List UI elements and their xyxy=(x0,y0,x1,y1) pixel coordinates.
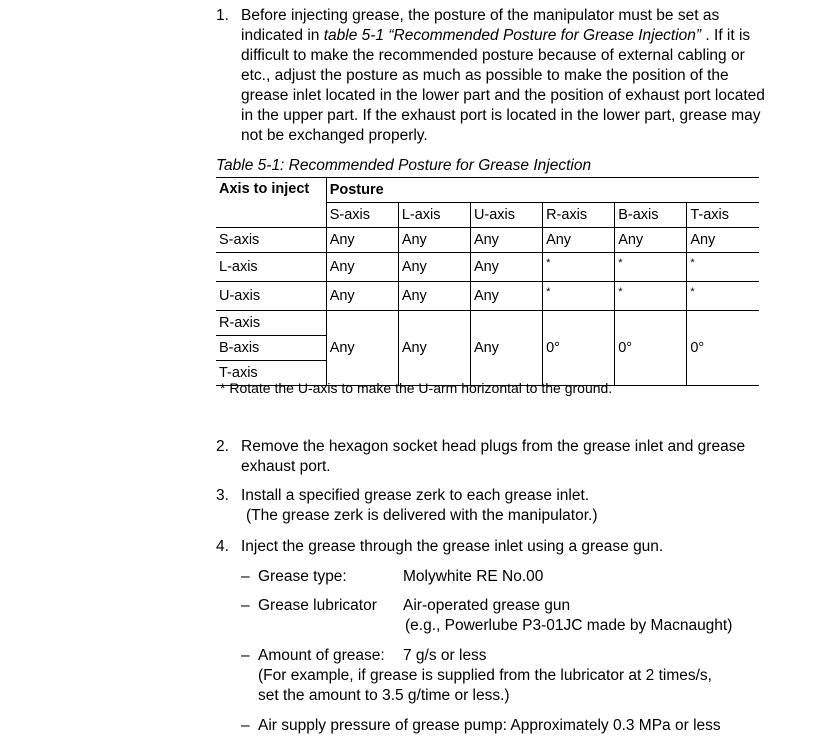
table-cell: * xyxy=(543,282,615,311)
table-row xyxy=(216,228,759,253)
table-cell: Any xyxy=(398,228,470,253)
step-4-text: Inject the grease through the grease inlet using a grease gun. xyxy=(241,538,664,555)
detail-label: Grease lubricator xyxy=(258,597,377,614)
table-cell: Any xyxy=(687,228,759,253)
table-cell: Any xyxy=(398,282,470,311)
step-4 xyxy=(216,537,776,557)
detail-text: Air supply pressure of grease pump: Approximately 0.3 MPa or less xyxy=(258,717,721,734)
row-axis: T-axis xyxy=(216,361,326,386)
table-row xyxy=(216,311,759,336)
table-cell: Any xyxy=(470,282,542,311)
table-cell: Any xyxy=(470,311,542,386)
detail-label: Amount of grease: xyxy=(258,647,385,664)
detail-value: Air-operated grease gun xyxy=(403,597,571,614)
table-cell: Any xyxy=(326,282,398,311)
step-1 xyxy=(216,6,776,146)
table-cell: * xyxy=(687,282,759,311)
step-number: 3. xyxy=(216,487,229,504)
table-row xyxy=(216,282,759,311)
table-row xyxy=(216,253,759,282)
row-axis: S-axis xyxy=(216,228,326,253)
step-number: 2. xyxy=(216,438,229,455)
table-cell: 0° xyxy=(615,311,687,386)
table-cell: Any xyxy=(326,311,398,386)
header-posture: Posture xyxy=(326,178,759,203)
table-cell: Any xyxy=(326,228,398,253)
table-cell: Any xyxy=(615,228,687,253)
row-axis: B-axis xyxy=(216,336,326,361)
column-header: L-axis xyxy=(398,203,470,228)
step-1-text: Before injecting grease, the posture of the manipulator must be set as indicated in table 5-1 “Recommended Posture for Grease Injection” . If it is difficult to make the recommended posture because of external cabling or etc., adjust the posture as much as possible to make the position of the grease inlet located in the lower part and the position of exhaust port located in the upper part. If the exhaust port is located in the lower part, grease may not be exchanged properly. xyxy=(241,7,765,144)
step-2 xyxy=(216,437,776,477)
table-cell: * xyxy=(543,253,615,282)
column-header: B-axis xyxy=(615,203,687,228)
step-3-text: Install a specified grease zerk to each grease inlet. (The grease zerk is delivered with the manipulator.) xyxy=(241,487,598,524)
detail-value: 7 g/s or less xyxy=(403,647,487,664)
detail-value: set the amount to 3.5 g/time or less.) xyxy=(258,687,510,704)
column-header: T-axis xyxy=(687,203,759,228)
table-cell: 0° xyxy=(687,311,759,386)
detail-value: (e.g., Powerlube P3-01JC made by Macnaught) xyxy=(405,617,733,634)
row-axis: U-axis xyxy=(216,282,326,311)
table-cell: Any xyxy=(398,311,470,386)
table-cell: 0° xyxy=(543,311,615,386)
step-number: 4. xyxy=(216,538,229,555)
row-axis: R-axis xyxy=(216,311,326,336)
table-cell: * xyxy=(615,253,687,282)
detail-value: Molywhite RE No.00 xyxy=(403,568,544,585)
step-2-text: Remove the hexagon socket head plugs from the grease inlet and grease exhaust port. xyxy=(241,438,746,475)
step-number: 1. xyxy=(216,7,229,24)
table-cell: Any xyxy=(398,253,470,282)
column-header: R-axis xyxy=(543,203,615,228)
table-cell: Any xyxy=(470,253,542,282)
table-cell: Any xyxy=(543,228,615,253)
row-axis: L-axis xyxy=(216,253,326,282)
detail-value: (For example, if grease is supplied from the lubricator at 2 times/s, xyxy=(258,667,712,684)
column-header: S-axis xyxy=(326,203,398,228)
posture-table xyxy=(216,177,759,386)
table-cell: * xyxy=(615,282,687,311)
table-cell: Any xyxy=(326,253,398,282)
table-note: * Rotate the U-axis to make the U-arm horizontal to the ground. xyxy=(220,380,613,396)
table-header-row xyxy=(216,178,759,203)
step-3 xyxy=(216,486,776,526)
header-axis-to-inject: Axis to inject xyxy=(216,178,326,228)
detail-label: Grease type: xyxy=(258,568,347,585)
table-reference: table 5-1 “Recommended Posture for Grease Injection” xyxy=(323,27,702,44)
table-cell: * xyxy=(687,253,759,282)
column-header: U-axis xyxy=(470,203,542,228)
table-cell: Any xyxy=(470,228,542,253)
table-caption: Table 5-1: Recommended Posture for Grease Injection xyxy=(216,157,592,174)
